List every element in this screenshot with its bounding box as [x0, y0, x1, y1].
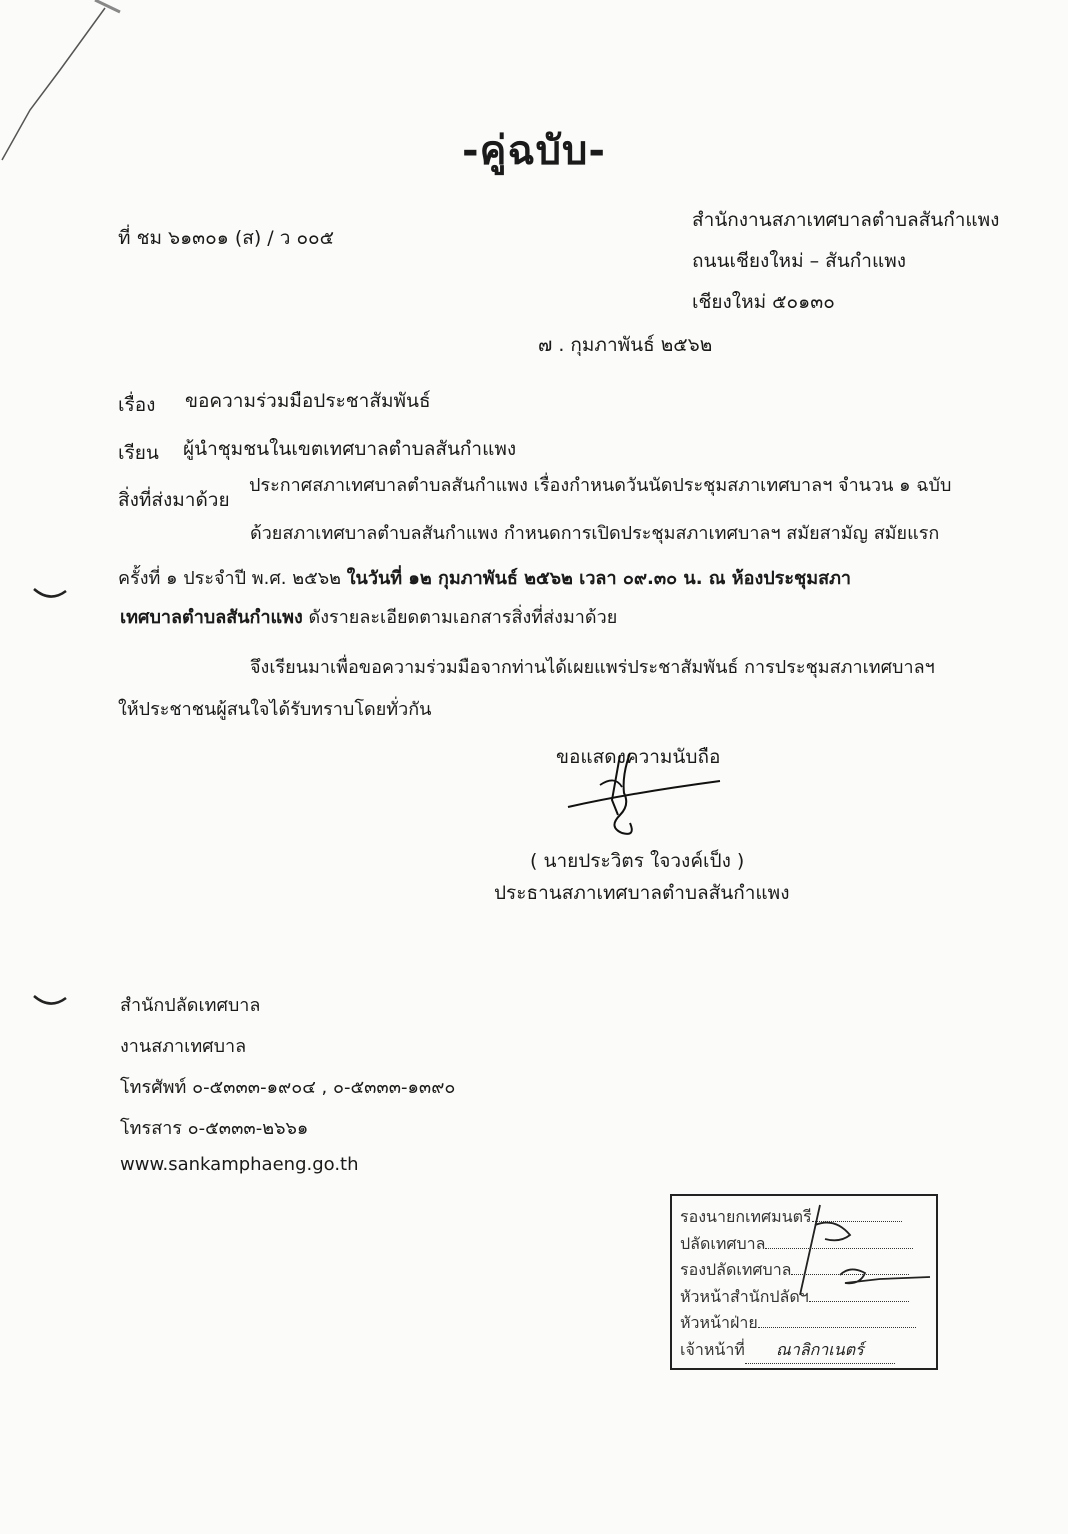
routing-line: ปลัดเทศบาล [680, 1231, 930, 1258]
routing-line: หัวหน้าสำนักปลัดฯ [680, 1284, 930, 1311]
punch-hole-mark [30, 992, 70, 1012]
sender-address-line: ถนนเชียงใหม่ – สันกำแพง [692, 250, 906, 272]
recipient-text: ผู้นำชุมชนในเขตเทศบาลตำบลสันกำแพง [183, 438, 517, 460]
subject-text: ขอความร่วมมือประชาสัมพันธ์ [185, 390, 431, 412]
body-paragraph-2-line-1: จึงเรียนมาเพื่อขอความร่วมมือจากท่านได้เผยแพร่ประชาสัมพันธ์ การประชุมสภาเทศบาลฯ [250, 657, 935, 678]
document-title: -คู่ฉบับ- [462, 128, 606, 174]
routing-line: รองนายกเทศมนตรี [680, 1204, 930, 1231]
sender-address [692, 205, 999, 328]
footer-website: www.sankamphaeng.go.th [120, 1154, 359, 1175]
body-paragraph-1-line-3 [120, 602, 617, 631]
signer-name: ( นายประวิตร ใจวงค์เป็ง ) [530, 850, 745, 872]
document-date: ๗ . กุมภาพันธ์ ๒๕๖๒ [538, 334, 713, 356]
footer-unit: งานสภาเทศบาล [120, 1036, 247, 1057]
punch-hole-mark [30, 585, 70, 605]
body-paragraph-2-line-2: ให้ประชาชนผู้สนใจได้รับทราบโดยทั่วกัน [118, 699, 432, 720]
closing-text: ขอแสดงความนับถือ [556, 746, 721, 768]
body-paragraph-1-line-2 [118, 563, 851, 592]
footer-office: สำนักปลัดเทศบาล [120, 995, 261, 1016]
contact-footer [120, 990, 455, 1187]
body-text: ดังรายละเอียดตามเอกสารสิ่งที่ส่งมาด้วย [308, 607, 618, 628]
meeting-datetime: ในวันที่ ๑๒ กุมภาพันธ์ ๒๕๖๒ เวลา ๐๙.๓๐ น. ณ ห้องประชุมสภา [346, 568, 852, 589]
sender-address-line: สำนักงานสภาเทศบาลตำบลสันกำแพง [692, 209, 1000, 231]
routing-line: เจ้าหน้าที่ ณาลิกาเนตร์ [680, 1337, 930, 1364]
footer-fax: โทรสาร ๐-๕๓๓๓-๒๖๖๑ [120, 1118, 309, 1139]
enclosure-label: สิ่งที่ส่งมาด้วย [118, 489, 230, 511]
subject-label: เรื่อง [118, 394, 156, 416]
footer-phone: โทรศัพท์ ๐-๕๓๓๓-๑๙๐๔ , ๐-๕๓๓๓-๑๓๙๐ [120, 1077, 456, 1098]
signer-position: ประธานสภาเทศบาลตำบลสันกำแพง [494, 882, 790, 904]
recipient-label: เรียน [118, 442, 159, 464]
enclosure-text: ประกาศสภาเทศบาลตำบลสันกำแพง เรื่องกำหนดวันนัดประชุมสภาเทศบาลฯ จำนวน ๑ ฉบับ [249, 475, 952, 496]
routing-line: รองปลัดเทศบาล [680, 1257, 930, 1284]
meeting-venue: เทศบาลตำบลสันกำแพง [120, 607, 303, 628]
body-text: ครั้งที่ ๑ ประจำปี พ.ศ. ๒๕๖๒ [118, 568, 342, 589]
sender-address-line: เชียงใหม่ ๕๐๑๓๐ [692, 291, 835, 313]
routing-line: หัวหน้าฝ่าย [680, 1310, 930, 1337]
signature-image [560, 745, 730, 845]
routing-initials [780, 1195, 940, 1335]
routing-handwritten-name: ณาลิกาเนตร์ [745, 1337, 895, 1365]
reference-number: ที่ ชม ๖๑๓๐๑ (ส) / ว ๐๐๕ [118, 227, 335, 249]
body-paragraph-1-line-1: ด้วยสภาเทศบาลตำบลสันกำแพง กำหนดการเปิดประชุมสภาเทศบาลฯ สมัยสามัญ สมัยแรก [250, 523, 940, 544]
